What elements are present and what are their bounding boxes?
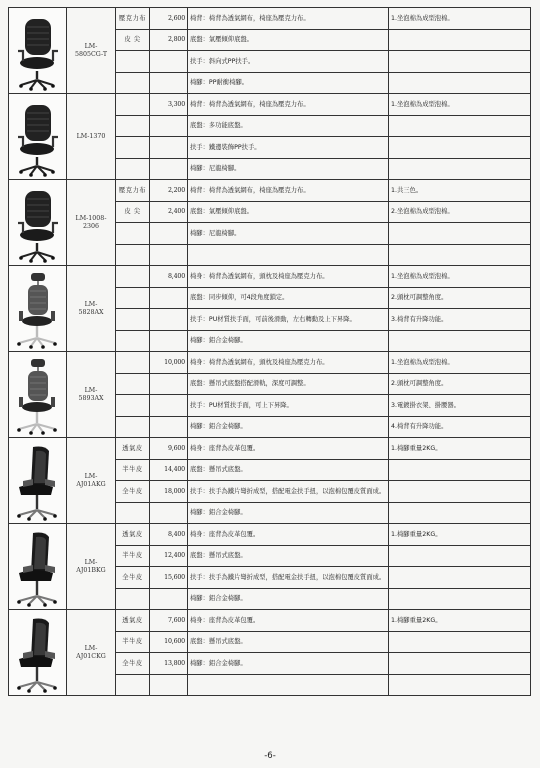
price-cell: 18,000 [150,481,188,503]
table-row [9,610,531,632]
material-cell [116,309,150,331]
note-cell: 1.坐泡棉為成型泡棉。 [389,94,531,116]
note-cell [389,674,531,696]
note-cell [389,631,531,653]
spec-cell: 底盤：氣壓傾仰底盤。 [188,29,389,51]
material-cell: 壓克力布 [116,180,150,202]
product-model [67,8,116,94]
price-cell: 8,400 [150,266,188,288]
price-cell [150,674,188,696]
material-cell [116,94,150,116]
material-cell [116,115,150,137]
model-text: AJ01CKG [76,652,106,660]
note-cell [389,223,531,245]
model-text: LM-1370 [76,132,106,140]
material-cell [116,502,150,524]
note-cell: 1.椅腳重量2KG。 [389,438,531,460]
price-cell [150,72,188,94]
price-cell: 10,000 [150,352,188,374]
spec-cell [188,674,389,696]
price-cell: 10,600 [150,631,188,653]
model-text: AJ01AKG [76,480,106,488]
material-cell: 透氣皮 [116,438,150,460]
spec-cell: 椅腳：鋁合金椅腳。 [188,416,389,438]
material-cell: 全牛皮 [116,481,150,503]
material-cell [116,352,150,374]
note-cell [389,115,531,137]
spec-cell: 底盤：懸吊式底盤。 [188,545,389,567]
mesh-chair-icon [11,11,65,91]
note-cell [389,459,531,481]
product-image [9,438,67,524]
model-text: 5828AX [78,308,104,316]
spec-cell: 底盤：懸吊式底盤。 [188,631,389,653]
model-text: AJ01BKG [76,566,106,574]
price-cell [150,51,188,73]
note-cell: 1.坐泡棉為成型泡棉。 [389,352,531,374]
note-cell [389,158,531,180]
spec-cell: 椅身：座背為皮革包覆。 [188,438,389,460]
table-row [9,266,531,288]
spec-cell: 椅身：椅背為透氣網布，頭枕及椅座為壓克力布。 [188,266,389,288]
model-text: 5893AX [78,394,104,402]
note-cell [389,137,531,159]
spec-cell: 扶手：PU材質扶手面，可前後滑動，左右轉動及上下昇降。 [188,309,389,331]
product-image [9,524,67,610]
material-cell: 皮 尖 [116,201,150,223]
material-cell: 透氣皮 [116,610,150,632]
material-cell: 半牛皮 [116,545,150,567]
table-row [9,352,531,374]
model-text: LM- [84,645,98,653]
material-cell [116,137,150,159]
note-cell [389,502,531,524]
price-cell [150,330,188,352]
price-cell: 13,800 [150,653,188,675]
price-cell [150,137,188,159]
material-cell: 全牛皮 [116,653,150,675]
spec-cell: 底盤：氣壓傾仰底盤。 [188,201,389,223]
price-cell [150,416,188,438]
spec-cell: 底盤：懸吊式底盤搭配滑軌，深度可調整。 [188,373,389,395]
model-text: 2306 [82,222,100,230]
spec-cell: 底盤：同步傾仰，可4段角度鎖定。 [188,287,389,309]
model-text: LM- [84,43,98,51]
spec-cell: 扶手：斜向式PP扶手。 [188,51,389,73]
material-cell [116,674,150,696]
spec-cell: 扶手：扶手為鐵片彎折成型，搭配電金扶手扭，以泡棉包覆皮質面成。 [188,481,389,503]
material-cell [116,223,150,245]
price-cell: 3,300 [150,94,188,116]
table-row [9,94,531,116]
note-cell: 2.坐泡棉為成型泡棉。 [389,201,531,223]
price-cell: 9,600 [150,438,188,460]
note-cell: 3.電鍍掛衣架、掛腰器。 [389,395,531,417]
price-cell [150,588,188,610]
headrest-chair-icon [11,269,65,349]
spec-cell [188,244,389,266]
price-cell: 12,400 [150,545,188,567]
model-text: LM- [84,387,98,395]
spec-cell: 椅腳：鋁合金椅腳。 [188,502,389,524]
material-cell: 半牛皮 [116,631,150,653]
headrest-chair-icon [11,355,65,435]
material-cell: 皮 尖 [116,29,150,51]
price-cell [150,502,188,524]
note-cell: 1.坐泡棉為成型泡棉。 [389,266,531,288]
product-image [9,180,67,266]
material-cell [116,51,150,73]
table-row [9,438,531,460]
product-model [67,438,116,524]
material-cell [116,588,150,610]
product-image [9,266,67,352]
price-cell [150,244,188,266]
model-text: 5805CG-T [74,50,108,58]
material-cell: 透氣皮 [116,524,150,546]
material-cell [116,158,150,180]
price-cell: 7,600 [150,610,188,632]
product-model [67,524,116,610]
table-row [9,524,531,546]
leather-chair-icon [11,527,65,607]
note-cell [389,481,531,503]
table-row [9,180,531,202]
spec-cell: 扶手：扶手為鐵片彎折成型，搭配電金扶手扭，以泡棉包覆皮質面成。 [188,567,389,589]
note-cell: 2.頭枕可調整角度。 [389,287,531,309]
spec-cell: 椅背：椅背為透氣網布，椅座為壓克力布。 [188,8,389,30]
product-image [9,94,67,180]
material-cell: 壓克力布 [116,8,150,30]
product-model [67,266,116,352]
material-cell [116,395,150,417]
note-cell [389,330,531,352]
leather-chair-icon [11,441,65,521]
spec-cell: 底盤：懸吊式底盤。 [188,459,389,481]
spec-cell: 椅腳：尼龍椅腳。 [188,158,389,180]
price-cell [150,223,188,245]
product-model [67,180,116,266]
note-cell [389,244,531,266]
material-cell [116,287,150,309]
spec-cell: 椅腳：鋁合金椅腳。 [188,588,389,610]
note-cell: 2.頭枕可調整角度。 [389,373,531,395]
material-cell [116,72,150,94]
page-number: -6- [264,751,276,761]
price-cell: 2,800 [150,29,188,51]
price-cell [150,395,188,417]
spec-cell: 底盤：多功能底盤。 [188,115,389,137]
price-cell [150,309,188,331]
note-cell: 1.坐泡棉為成型泡棉。 [389,8,531,30]
note-cell [389,51,531,73]
mesh-chair-icon [11,183,65,263]
note-cell: 4.椅背有升降功能。 [389,416,531,438]
material-cell [116,416,150,438]
price-cell: 2,400 [150,201,188,223]
note-cell: 1.椅腳重量2KG。 [389,610,531,632]
note-cell [389,545,531,567]
price-cell: 14,400 [150,459,188,481]
price-cell: 2,200 [150,180,188,202]
spec-cell: 椅身：椅背為透氣網布，頭枕及椅座為壓克力布。 [188,352,389,374]
spec-cell: 椅背：椅背為透氣網布，椅座為壓克力布。 [188,180,389,202]
material-cell: 半牛皮 [116,459,150,481]
leather-chair-icon [11,613,65,693]
price-cell: 2,600 [150,8,188,30]
note-cell: 1.椅腳重量2KG。 [389,524,531,546]
material-cell [116,330,150,352]
spec-cell: 椅腳：鋁合金椅腳。 [188,330,389,352]
product-model [67,94,116,180]
product-price-table [8,7,531,696]
price-cell: 15,600 [150,567,188,589]
model-text: LM- [84,559,98,567]
price-cell [150,287,188,309]
note-cell [389,588,531,610]
spec-cell: 扶手：PU材質扶手面，可上下昇降。 [188,395,389,417]
product-image [9,610,67,696]
material-cell [116,244,150,266]
product-model [67,610,116,696]
material-cell [116,373,150,395]
material-cell [116,266,150,288]
product-image [9,352,67,438]
spec-cell: 椅腳：鋁合金椅腳。 [188,653,389,675]
spec-cell: 椅身：座背為皮革包覆。 [188,524,389,546]
spec-cell: 椅身：座背為皮革包覆。 [188,610,389,632]
model-text: LM-1008- [75,215,107,223]
note-cell: 1.共三色。 [389,180,531,202]
mesh-chair-icon [11,97,65,177]
product-model [67,352,116,438]
spec-cell: 椅背：椅背為透氣網布，椅座為壓克力布。 [188,94,389,116]
note-cell [389,567,531,589]
spec-cell: 扶手：鐵邊裝飾PP扶手。 [188,137,389,159]
note-cell: 3.椅背有升降功能。 [389,309,531,331]
note-cell [389,72,531,94]
product-image [9,8,67,94]
note-cell [389,653,531,675]
model-text: LM- [84,301,98,309]
price-cell [150,158,188,180]
price-cell: 8,400 [150,524,188,546]
note-cell [389,29,531,51]
material-cell: 全牛皮 [116,567,150,589]
price-cell [150,115,188,137]
model-text: LM- [84,473,98,481]
spec-cell: 椅腳：PP耐衝椅腳。 [188,72,389,94]
spec-cell: 椅腳：尼龍椅腳。 [188,223,389,245]
table-row [9,8,531,30]
price-cell [150,373,188,395]
